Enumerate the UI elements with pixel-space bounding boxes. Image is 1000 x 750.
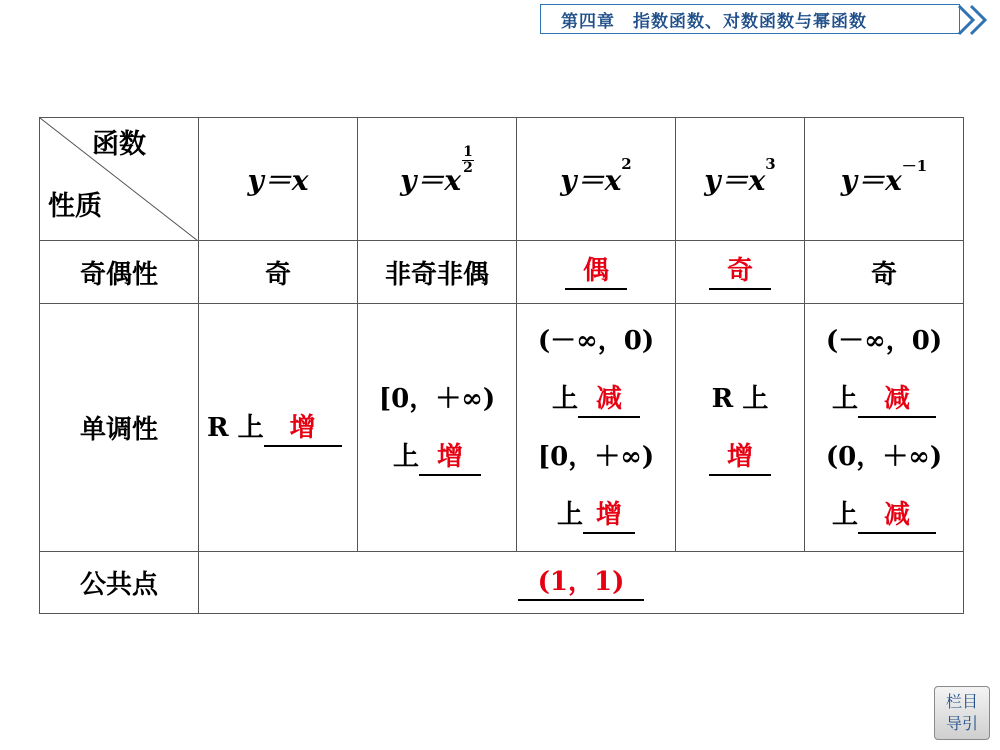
row-label-monotonic: 单调性 [40, 304, 199, 552]
monotonic-answer: 增 [264, 411, 342, 447]
monotonic-prefix: 上 [556, 499, 583, 530]
fraction-exponent [462, 145, 474, 176]
monotonic-cell-1 [199, 304, 358, 552]
corner-cell [40, 118, 199, 241]
parity-cell-2: 非奇非偶 [358, 241, 517, 304]
monotonic-cell-3 [517, 304, 676, 552]
parity-cell-5: 奇 [805, 241, 964, 304]
monotonic-prefix: 上 [551, 383, 578, 414]
corner-bottom-label: 性质 [48, 191, 102, 222]
table-header-row [40, 118, 964, 241]
monotonic-answer: 增 [709, 440, 771, 476]
power-function-properties-table [39, 117, 964, 614]
function-label: y＝x [704, 164, 766, 197]
monotonic-prefix: 上 [831, 499, 858, 530]
monotonic-prefix: R 上 [207, 412, 264, 443]
common-point-cell [199, 552, 964, 614]
monotonic-answer: 减 [858, 498, 936, 534]
chapter-banner [540, 4, 960, 34]
chevron-right-icon [955, 2, 999, 38]
function-label: y＝x [400, 164, 462, 197]
section-nav-button[interactable] [934, 686, 990, 740]
parity-cell-4 [676, 241, 805, 304]
monotonic-interval: (－∞，0) [825, 325, 943, 356]
monotonic-answer: 增 [419, 440, 481, 476]
corner-top-label: 函数 [92, 129, 146, 160]
monotonic-interval: (－∞，0) [537, 325, 655, 356]
function-header-2 [358, 118, 517, 241]
monotonic-prefix: 上 [831, 383, 858, 414]
function-label: y＝x [560, 164, 622, 197]
parity-cell-1: 奇 [199, 241, 358, 304]
row-label-parity: 奇偶性 [40, 241, 199, 304]
function-header-3 [517, 118, 676, 241]
monotonic-answer: 增 [583, 498, 635, 534]
common-point-answer: (1，1) [518, 565, 644, 601]
function-header-4 [676, 118, 805, 241]
function-header-1 [199, 118, 358, 241]
function-header-5 [805, 118, 964, 241]
monotonic-interval: [0，＋∞) [537, 441, 655, 472]
monotonic-prefix: R 上 [711, 383, 769, 414]
monotonicity-row [40, 304, 964, 552]
nav-label-line2: 导引 [945, 714, 978, 733]
function-exponent: 2 [621, 155, 632, 173]
monotonic-cell-5 [805, 304, 964, 552]
parity-answer-4: 奇 [709, 254, 771, 290]
monotonic-answer: 减 [858, 382, 936, 418]
nav-label-line1: 栏目 [945, 692, 978, 711]
monotonic-prefix: 上 [392, 441, 419, 472]
parity-cell-3 [517, 241, 676, 304]
function-exponent: －1 [901, 157, 928, 175]
function-label: y＝x [247, 164, 309, 197]
monotonic-cell-4 [676, 304, 805, 552]
chapter-title: 第四章 指数函数、对数函数与幂函数 [561, 11, 867, 32]
monotonic-interval: [0，＋∞) [378, 383, 496, 414]
exponent-numerator: 1 [463, 144, 473, 160]
parity-answer-3: 偶 [565, 254, 627, 290]
monotonic-interval: (0，＋∞) [825, 441, 943, 472]
parity-row [40, 241, 964, 304]
monotonic-answer: 减 [578, 382, 640, 418]
exponent-denominator: 2 [463, 160, 473, 176]
monotonic-cell-2 [358, 304, 517, 552]
function-label: y＝x [840, 164, 902, 197]
function-exponent: 3 [765, 155, 776, 173]
common-point-row [40, 552, 964, 614]
row-label-common-point: 公共点 [40, 552, 199, 614]
